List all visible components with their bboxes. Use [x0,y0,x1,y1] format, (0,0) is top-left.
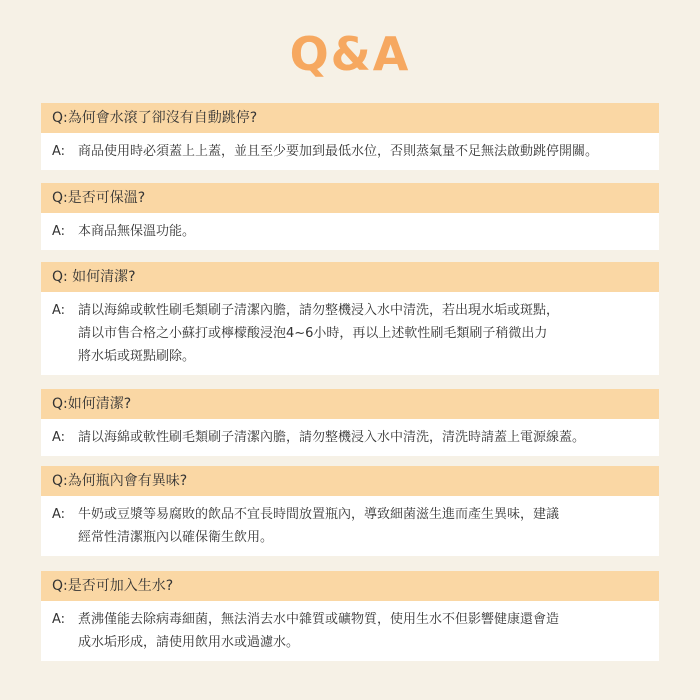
answer-line: 經常性清潔瓶內以確保衛生飲用。 [78,530,274,545]
answer-line: 本商品無保溫功能。 [78,224,196,239]
answer-line: 請以海綿或軟性刷毛類刷子清潔內膽，請勿整機浸入水中清洗，清洗時請蓋上電源線蓋。 [78,430,586,445]
answer-line: 成水垢形成，請使用飲用水或過濾水。 [78,635,300,650]
answer-line: 請以海綿或軟性刷毛類刷子清潔內膽，請勿整機浸入水中清洗，若出現水垢或斑點， [78,303,560,318]
question-header: Q:是否可加入生水? [41,571,659,601]
answer-line: 牛奶或豆漿等易腐敗的飲品不宜長時間放置瓶內，導致細菌滋生進而產生異味，建議 [78,507,560,522]
qa-item [41,183,659,250]
answer-body [41,419,659,456]
answer-body [41,601,659,661]
answer-body [41,213,659,250]
qa-item [41,103,659,170]
answer-body [41,292,659,375]
answer-prefix: A: [52,224,66,239]
answer-prefix: A: [52,144,66,159]
answer-body [41,496,659,556]
qa-item [41,389,659,456]
answer-line: 將水垢或斑點刷除。 [78,349,196,364]
answer-line: 煮沸僅能去除病毒細菌，無法消去水中雜質或礦物質，使用生水不但影響健康還會造 [78,612,560,627]
answer-prefix: A: [52,507,66,522]
question-header: Q: 如何清潔? [41,262,659,292]
qa-item [41,466,659,556]
page-title: Q&A [289,27,411,81]
qa-item [41,262,659,375]
answer-prefix: A: [52,430,66,445]
answer-prefix: A: [52,303,66,318]
question-header: Q:如何清潔? [41,389,659,419]
answer-body [41,133,659,170]
question-header: Q:為何瓶內會有異味? [41,466,659,496]
answer-line: 商品使用時必須蓋上上蓋，並且至少要加到最低水位，否則蒸氣量不足無法啟動跳停開關。 [78,144,599,159]
question-header: Q:是否可保溫? [41,183,659,213]
question-header: Q:為何會水滾了卻沒有自動跳停? [41,103,659,133]
answer-prefix: A: [52,612,66,627]
answer-line: 請以市售合格之小蘇打或檸檬酸浸泡4~6小時，再以上述軟性刷毛類刷子稍微出力 [78,326,548,341]
qa-item [41,571,659,661]
